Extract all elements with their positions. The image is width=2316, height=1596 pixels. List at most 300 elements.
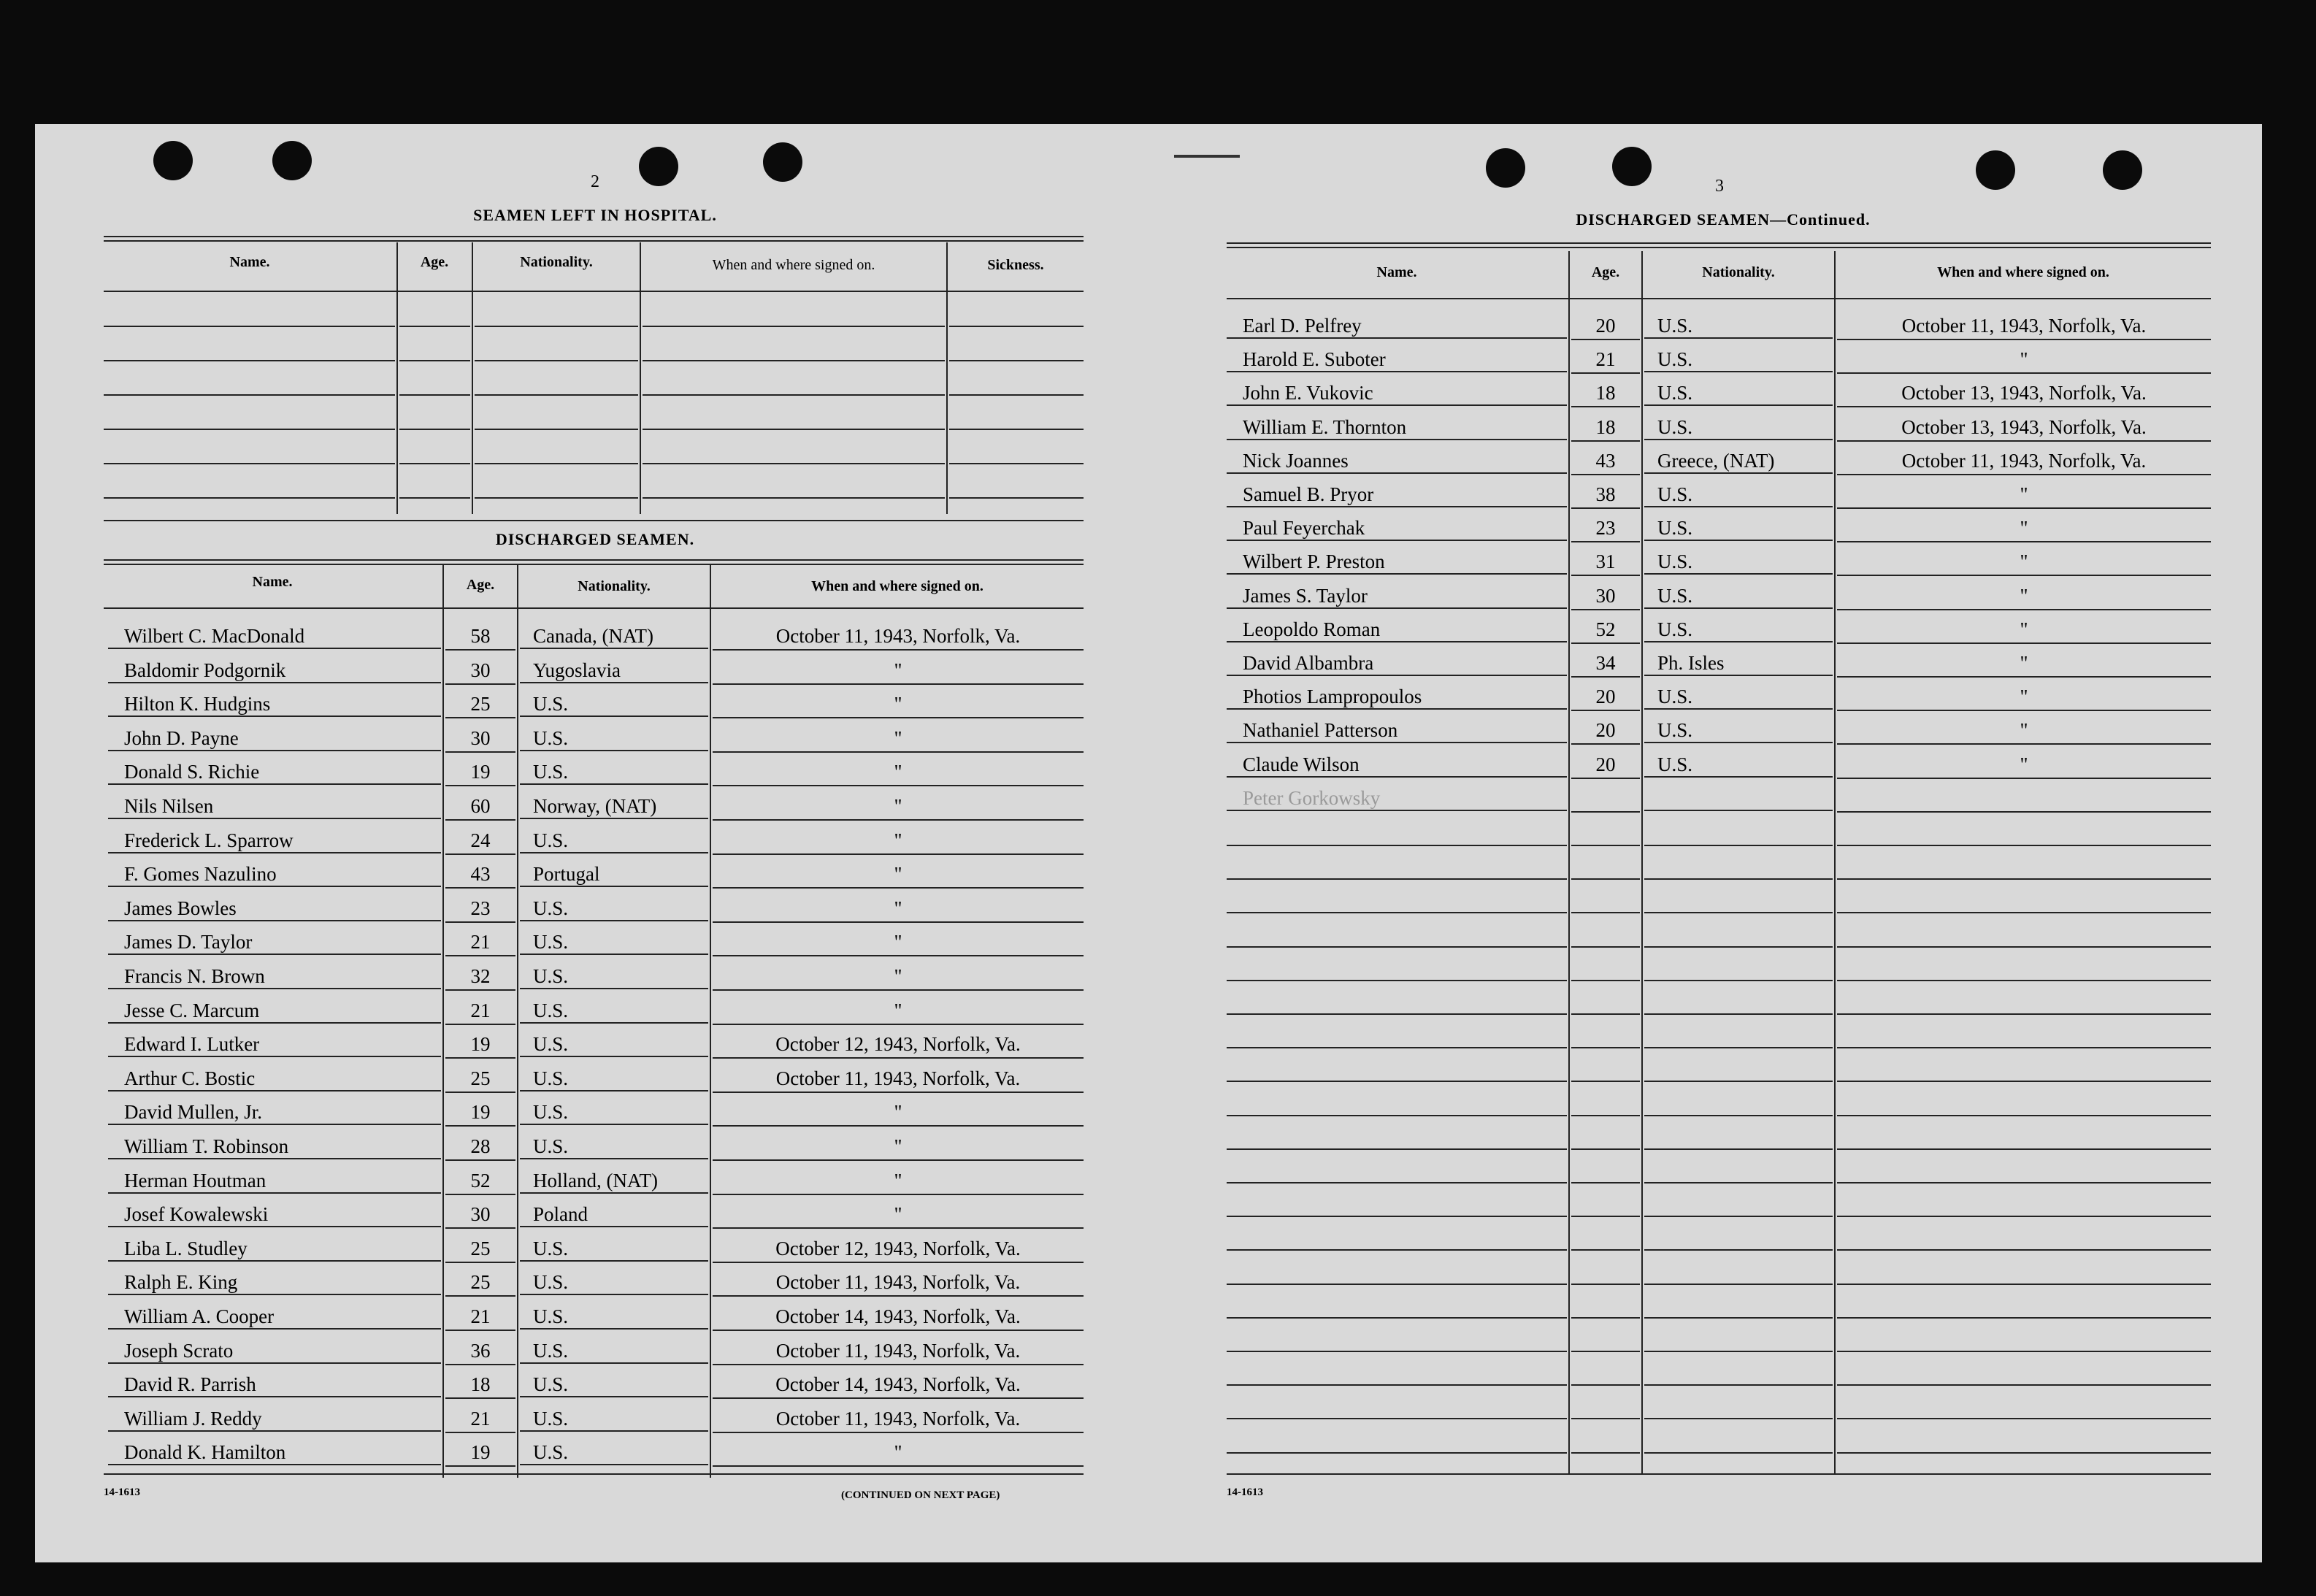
empty-cell <box>1571 1148 1640 1183</box>
seaman-age: 23 <box>445 888 515 923</box>
continued-note: (CONTINUED ON NEXT PAGE) <box>841 1489 1000 1501</box>
seaman-name: Arthur C. Bostic <box>108 1058 441 1092</box>
signed-on-date-place: " <box>713 1194 1084 1229</box>
empty-cell <box>1227 1013 1567 1048</box>
punch-hole <box>763 142 802 182</box>
empty-cell <box>643 429 945 464</box>
seaman-nationality: U.S. <box>1644 744 1833 778</box>
signed-on-date-place: " <box>1837 609 2211 644</box>
seaman-name: David Albambra <box>1227 642 1567 676</box>
signed-on-date-place: October 11, 1943, Norfolk, Va. <box>1837 440 2211 475</box>
empty-cell <box>643 464 945 499</box>
empty-cell <box>949 361 1084 396</box>
column-divider <box>710 565 711 1478</box>
seaman-nationality: U.S. <box>1644 372 1833 406</box>
col-header-signed-on: When and where signed on. <box>1937 264 2109 280</box>
seaman-age: 36 <box>445 1330 515 1365</box>
empty-cell <box>475 429 638 464</box>
empty-cell <box>1837 1351 2211 1386</box>
section-rule <box>104 559 1084 565</box>
seaman-name: James S. Taylor <box>1227 575 1567 609</box>
column-divider <box>396 242 398 514</box>
seaman-age: 18 <box>1571 372 1640 407</box>
empty-cell <box>1837 845 2211 880</box>
signed-on-date-place: " <box>713 921 1084 956</box>
seaman-nationality: U.S. <box>520 1228 708 1262</box>
seaman-age: 24 <box>445 820 515 855</box>
column-divider <box>442 565 444 1478</box>
empty-cell <box>1644 1250 1833 1285</box>
empty-cell <box>1644 1284 1833 1319</box>
empty-cell <box>1227 1384 1567 1419</box>
seaman-nationality: U.S. <box>520 956 708 989</box>
empty-cell <box>1571 946 1640 981</box>
empty-cell <box>1644 1182 1833 1217</box>
seaman-name: Wilbert P. Preston <box>1227 541 1567 575</box>
empty-cell <box>1837 1047 2211 1082</box>
empty-cell <box>1837 1115 2211 1150</box>
signed-on-date-place: " <box>713 683 1084 718</box>
signed-on-date-place <box>1837 778 2211 813</box>
section-rule <box>1227 242 2211 248</box>
seaman-age: 34 <box>1571 642 1640 678</box>
seaman-name: Nils Nilsen <box>108 786 441 819</box>
column-divider <box>946 242 948 514</box>
empty-cell <box>1837 1182 2211 1217</box>
signed-on-date-place: " <box>1837 710 2211 745</box>
seaman-age: 38 <box>1571 474 1640 509</box>
signed-on-date-place: " <box>713 888 1084 923</box>
seaman-name: Hilton K. Hudgins <box>108 683 441 717</box>
empty-cell <box>643 326 945 361</box>
empty-cell <box>399 429 470 464</box>
page-number: 2 <box>591 172 599 191</box>
seaman-name: Claude Wilson <box>1227 744 1567 778</box>
empty-cell <box>1227 946 1567 981</box>
seaman-age: 30 <box>445 650 515 685</box>
signed-on-date-place: " <box>713 786 1084 821</box>
seaman-nationality: U.S. <box>1644 575 1833 609</box>
punch-hole <box>1976 150 2015 190</box>
empty-cell <box>104 361 395 396</box>
empty-cell <box>1227 811 1567 846</box>
seaman-name: Samuel B. Pryor <box>1227 474 1567 507</box>
empty-cell <box>399 395 470 430</box>
seaman-nationality: Yugoslavia <box>520 650 708 683</box>
seaman-age: 19 <box>445 751 515 786</box>
seaman-name: Edward I. Lutker <box>108 1024 441 1057</box>
signed-on-date-place: " <box>1837 507 2211 542</box>
punch-hole <box>639 147 678 186</box>
seaman-age: 31 <box>1571 541 1640 576</box>
seaman-age: 52 <box>1571 609 1640 644</box>
empty-cell <box>1644 1351 1833 1386</box>
col-header-age: Age. <box>1591 264 1620 280</box>
seaman-nationality: U.S. <box>520 1398 708 1432</box>
empty-cell <box>1227 1081 1567 1116</box>
seaman-age: 60 <box>445 786 515 821</box>
seaman-age: 25 <box>445 1058 515 1093</box>
seaman-name: Herman Houtman <box>108 1160 441 1194</box>
empty-cell <box>1571 1284 1640 1319</box>
seaman-nationality: U.S. <box>520 820 708 853</box>
signed-on-date-place: October 13, 1943, Norfolk, Va. <box>1837 372 2211 407</box>
seaman-age: 43 <box>1571 440 1640 475</box>
seaman-nationality: U.S. <box>520 990 708 1024</box>
column-divider <box>472 242 473 514</box>
empty-cell <box>1644 1419 1833 1454</box>
empty-cell <box>949 464 1084 499</box>
seaman-name: Photios Lampropoulos <box>1227 676 1567 710</box>
seaman-nationality: U.S. <box>1644 676 1833 710</box>
empty-cell <box>1571 878 1640 913</box>
signed-on-date-place: " <box>713 650 1084 685</box>
seaman-name: John E. Vukovic <box>1227 372 1567 406</box>
signed-on-date-place: " <box>1837 575 2211 610</box>
empty-cell <box>949 395 1084 430</box>
col-header-nationality: Nationality. <box>520 254 593 270</box>
seaman-nationality: U.S. <box>520 683 708 717</box>
seaman-age: 23 <box>1571 507 1640 542</box>
seaman-nationality: Greece, (NAT) <box>1644 440 1833 474</box>
seaman-nationality: U.S. <box>1644 339 1833 372</box>
seaman-name: F. Gomes Nazulino <box>108 853 441 887</box>
col-header-name: Name. <box>1376 264 1417 280</box>
column-divider <box>1834 251 1836 1475</box>
seaman-nationality: Norway, (NAT) <box>520 786 708 819</box>
title-main: DISCHARGED SEAMEN <box>1576 210 1771 229</box>
empty-cell <box>1227 1317 1567 1352</box>
signed-on-date-place: " <box>1837 339 2211 374</box>
seaman-name: Baldomir Podgornik <box>108 650 441 683</box>
empty-cell <box>475 464 638 499</box>
hospital-section-title: SEAMEN LEFT IN HOSPITAL. <box>473 206 717 224</box>
seaman-name: Jesse C. Marcum <box>108 990 441 1024</box>
seaman-nationality: U.S. <box>520 1262 708 1295</box>
seaman-nationality: U.S. <box>1644 609 1833 642</box>
empty-cell <box>104 464 395 499</box>
seaman-age: 18 <box>1571 407 1640 442</box>
empty-cell <box>1571 980 1640 1015</box>
empty-cell <box>1644 913 1833 948</box>
seaman-age <box>1571 778 1640 813</box>
empty-cell <box>1837 1419 2211 1454</box>
seaman-name: David R. Parrish <box>108 1364 441 1397</box>
seaman-nationality: U.S. <box>1644 541 1833 575</box>
empty-cell <box>949 292 1084 327</box>
seaman-age: 30 <box>445 1194 515 1229</box>
seaman-age: 21 <box>445 1296 515 1331</box>
page-number: 3 <box>1715 177 1724 196</box>
seaman-name: Francis N. Brown <box>108 956 441 989</box>
empty-cell <box>1644 811 1833 846</box>
section-rule <box>104 236 1084 242</box>
signed-on-date-place: October 12, 1943, Norfolk, Va. <box>713 1228 1084 1263</box>
seaman-age: 52 <box>445 1160 515 1195</box>
empty-cell <box>475 395 638 430</box>
seaman-name: Joseph Scrato <box>108 1330 441 1364</box>
seaman-nationality: U.S. <box>520 1126 708 1159</box>
seaman-age: 19 <box>445 1432 515 1467</box>
punch-hole <box>153 141 193 180</box>
punch-hole <box>1612 147 1652 186</box>
seaman-nationality: Poland <box>520 1194 708 1227</box>
col-header-name: Name. <box>252 574 293 590</box>
empty-cell <box>1227 878 1567 913</box>
empty-cell <box>1227 1148 1567 1183</box>
column-divider <box>1568 251 1570 1475</box>
seaman-age: 18 <box>445 1364 515 1399</box>
empty-cell <box>949 429 1084 464</box>
empty-cell <box>1227 1182 1567 1217</box>
empty-cell <box>1644 1115 1833 1150</box>
empty-cell <box>1837 811 2211 846</box>
seaman-name: Donald S. Richie <box>108 751 441 785</box>
seaman-nationality: Holland, (NAT) <box>520 1160 708 1194</box>
seaman-name: Josef Kowalewski <box>108 1194 441 1227</box>
seaman-name: James Bowles <box>108 888 441 921</box>
seaman-nationality: U.S. <box>520 921 708 955</box>
col-header-sickness: Sickness. <box>987 257 1044 273</box>
empty-cell <box>1571 1250 1640 1285</box>
empty-cell <box>1644 1317 1833 1352</box>
seaman-age: 19 <box>445 1024 515 1059</box>
empty-cell <box>475 326 638 361</box>
empty-cell <box>1227 1216 1567 1251</box>
signed-on-date-place: " <box>713 1126 1084 1161</box>
seaman-nationality: U.S. <box>1644 305 1833 339</box>
col-header-age: Age. <box>420 254 449 270</box>
signed-on-date-place: October 14, 1943, Norfolk, Va. <box>713 1364 1084 1399</box>
empty-cell <box>1571 811 1640 846</box>
seaman-age: 20 <box>1571 305 1640 340</box>
empty-cell <box>1837 946 2211 981</box>
column-divider <box>640 242 641 514</box>
signed-on-date-place: " <box>713 990 1084 1025</box>
signed-on-date-place: October 11, 1943, Norfolk, Va. <box>713 1398 1084 1433</box>
signed-on-date-place: October 11, 1943, Norfolk, Va. <box>1837 305 2211 340</box>
signed-on-date-place: " <box>713 853 1084 889</box>
seaman-age: 58 <box>445 615 515 651</box>
seaman-age: 21 <box>445 1398 515 1433</box>
discharged-continued-title <box>1431 210 2015 229</box>
empty-cell <box>1571 1384 1640 1419</box>
seaman-nationality: U.S. <box>520 1024 708 1057</box>
seaman-age: 19 <box>445 1092 515 1127</box>
signed-on-date-place: October 13, 1943, Norfolk, Va. <box>1837 407 2211 442</box>
signed-on-date-place: October 11, 1943, Norfolk, Va. <box>713 1058 1084 1093</box>
seaman-name: Paul Feyerchak <box>1227 507 1567 541</box>
seaman-name: Peter Gorkowsky <box>1227 778 1567 811</box>
seaman-age: 30 <box>445 718 515 753</box>
empty-cell <box>1227 1250 1567 1285</box>
empty-cell <box>1571 1182 1640 1217</box>
empty-cell <box>1837 1250 2211 1285</box>
signed-on-date-place: " <box>713 1432 1084 1467</box>
empty-cell <box>399 361 470 396</box>
empty-cell <box>643 395 945 430</box>
discharged-section-title: DISCHARGED SEAMEN. <box>495 530 695 548</box>
empty-cell <box>643 361 945 396</box>
seaman-name: William T. Robinson <box>108 1126 441 1159</box>
seaman-nationality: U.S. <box>520 888 708 921</box>
seaman-nationality: Canada, (NAT) <box>520 615 708 649</box>
empty-cell <box>1837 878 2211 913</box>
seaman-age: 43 <box>445 853 515 889</box>
seaman-name: Nathaniel Patterson <box>1227 710 1567 743</box>
seaman-nationality: U.S. <box>520 718 708 751</box>
title-suffix: —Continued. <box>1770 210 1871 229</box>
empty-cell <box>1644 1013 1833 1048</box>
empty-cell <box>475 361 638 396</box>
empty-cell <box>104 429 395 464</box>
seaman-name: Earl D. Pelfrey <box>1227 305 1567 339</box>
empty-cell <box>1644 1148 1833 1183</box>
seaman-age: 25 <box>445 1228 515 1263</box>
col-header-signed-on: When and where signed on. <box>811 578 983 594</box>
seaman-age: 20 <box>1571 676 1640 711</box>
punch-hole <box>272 141 312 180</box>
seaman-nationality: U.S. <box>520 1092 708 1125</box>
col-header-age: Age. <box>466 577 495 593</box>
header-rule <box>104 607 1084 609</box>
seaman-name: Frederick L. Sparrow <box>108 820 441 853</box>
signed-on-date-place: " <box>713 751 1084 786</box>
section-bottom-rule <box>104 1473 1084 1475</box>
empty-cell <box>1837 1081 2211 1116</box>
seaman-name: David Mullen, Jr. <box>108 1092 441 1125</box>
seaman-nationality: U.S. <box>1644 474 1833 507</box>
empty-cell <box>104 395 395 430</box>
empty-cell <box>1227 1047 1567 1082</box>
signed-on-date-place: " <box>713 820 1084 855</box>
empty-cell <box>1644 878 1833 913</box>
empty-cell <box>1837 1317 2211 1352</box>
seaman-name: William E. Thornton <box>1227 407 1567 440</box>
seaman-age: 20 <box>1571 710 1640 745</box>
seaman-nationality: U.S. <box>1644 710 1833 743</box>
empty-cell <box>475 292 638 327</box>
seaman-age: 21 <box>1571 339 1640 374</box>
seaman-name: Harold E. Suboter <box>1227 339 1567 372</box>
punch-hole <box>1486 148 1525 188</box>
empty-cell <box>1571 1115 1640 1150</box>
empty-cell <box>1837 1013 2211 1048</box>
signed-on-date-place: " <box>1837 642 2211 678</box>
signed-on-date-place: " <box>713 1160 1084 1195</box>
empty-cell <box>1644 845 1833 880</box>
empty-cell <box>1837 913 2211 948</box>
seaman-name: Liba L. Studley <box>108 1228 441 1262</box>
seaman-age: 32 <box>445 956 515 991</box>
seaman-nationality: U.S. <box>520 1296 708 1330</box>
seaman-nationality <box>1644 778 1833 811</box>
seaman-age: 21 <box>445 921 515 956</box>
seaman-age: 25 <box>445 1262 515 1297</box>
seaman-nationality: U.S. <box>1644 407 1833 440</box>
signed-on-date-place: " <box>713 1092 1084 1127</box>
seaman-name: William A. Cooper <box>108 1296 441 1330</box>
empty-cell <box>1644 1216 1833 1251</box>
seaman-age: 28 <box>445 1126 515 1161</box>
seaman-name: John D. Payne <box>108 718 441 751</box>
empty-cell <box>1227 980 1567 1015</box>
seaman-name: Ralph E. King <box>108 1262 441 1295</box>
punch-hole <box>2103 150 2142 190</box>
signed-on-date-place: October 11, 1943, Norfolk, Va. <box>713 615 1084 651</box>
empty-cell <box>1644 1384 1833 1419</box>
seaman-name: Donald K. Hamilton <box>108 1432 441 1465</box>
empty-cell <box>1837 1148 2211 1183</box>
empty-cell <box>1571 1081 1640 1116</box>
empty-cell <box>1571 1013 1640 1048</box>
seaman-age: 21 <box>445 990 515 1025</box>
empty-cell <box>1571 913 1640 948</box>
seaman-age: 20 <box>1571 744 1640 779</box>
empty-cell <box>949 326 1084 361</box>
ink-mark <box>1174 155 1240 158</box>
form-number: 14-1613 <box>1227 1486 1263 1498</box>
seaman-name: Wilbert C. MacDonald <box>108 615 441 649</box>
empty-cell <box>643 292 945 327</box>
empty-cell <box>1644 946 1833 981</box>
header-rule <box>1227 298 2211 299</box>
empty-cell <box>1227 1419 1567 1454</box>
empty-cell <box>1837 1284 2211 1319</box>
col-header-name: Name. <box>229 254 270 270</box>
signed-on-date-place: October 11, 1943, Norfolk, Va. <box>713 1262 1084 1297</box>
seaman-name: James D. Taylor <box>108 921 441 955</box>
seaman-nationality: U.S. <box>520 1058 708 1092</box>
seaman-name: William J. Reddy <box>108 1398 441 1432</box>
empty-cell <box>1227 1284 1567 1319</box>
empty-cell <box>1227 1115 1567 1150</box>
empty-cell <box>104 326 395 361</box>
signed-on-date-place: " <box>1837 474 2211 509</box>
signed-on-date-place: " <box>1837 541 2211 576</box>
empty-cell <box>1571 1216 1640 1251</box>
empty-cell <box>1227 845 1567 880</box>
col-header-signed-on: When and where signed on. <box>712 257 875 273</box>
empty-cell <box>1571 1047 1640 1082</box>
seaman-nationality: U.S. <box>1644 507 1833 541</box>
empty-cell <box>1571 1419 1640 1454</box>
empty-cell <box>1837 980 2211 1015</box>
signed-on-date-place: October 11, 1943, Norfolk, Va. <box>713 1330 1084 1365</box>
empty-cell <box>1644 1047 1833 1082</box>
empty-cell <box>104 292 395 327</box>
form-number: 14-1613 <box>104 1486 140 1498</box>
section-bottom-rule <box>1227 1473 2211 1475</box>
section-bottom-rule <box>104 520 1084 521</box>
seaman-nationality: U.S. <box>520 1330 708 1364</box>
column-divider <box>1641 251 1643 1475</box>
seaman-nationality: Ph. Isles <box>1644 642 1833 676</box>
signed-on-date-place: October 14, 1943, Norfolk, Va. <box>713 1296 1084 1331</box>
signed-on-date-place: " <box>713 718 1084 753</box>
col-header-nationality: Nationality. <box>1702 264 1775 280</box>
empty-cell <box>399 326 470 361</box>
empty-cell <box>1644 1081 1833 1116</box>
seaman-nationality: Portugal <box>520 853 708 887</box>
empty-cell <box>1837 1216 2211 1251</box>
empty-cell <box>1571 845 1640 880</box>
seaman-name: Leopoldo Roman <box>1227 609 1567 642</box>
empty-cell <box>1571 1351 1640 1386</box>
empty-cell <box>1837 1384 2211 1419</box>
signed-on-date-place: " <box>713 956 1084 991</box>
seaman-nationality: U.S. <box>520 751 708 785</box>
